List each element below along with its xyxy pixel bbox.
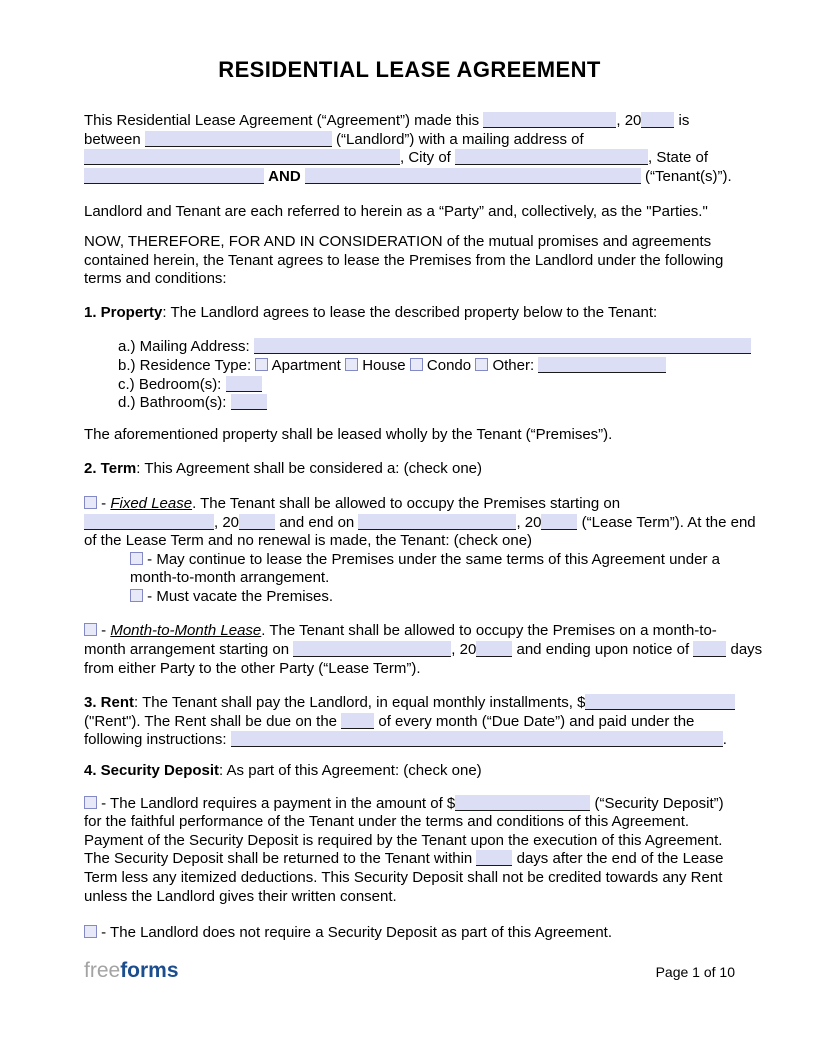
emphasized-text-run: Fixed Lease bbox=[110, 494, 193, 512]
bold-text-run: 1. Property bbox=[84, 303, 163, 321]
text-line bbox=[84, 850, 735, 869]
blank-field[interactable] bbox=[483, 112, 616, 128]
checkbox[interactable] bbox=[84, 796, 97, 809]
text-run: (“Tenant(s)”). bbox=[640, 167, 732, 185]
bold-text-run: 4. Security Deposit bbox=[84, 762, 220, 780]
page-footer bbox=[84, 958, 735, 984]
text-run: b.) Residence Type: bbox=[118, 356, 256, 374]
text-run: , City of bbox=[400, 149, 456, 167]
blank-field[interactable] bbox=[538, 357, 666, 373]
text-line bbox=[84, 532, 735, 551]
text-run: Term less any itemized deductions. This Security Deposit shall not be credited towards any Rent bbox=[84, 869, 723, 886]
blank-field[interactable] bbox=[693, 641, 726, 657]
bold-text-run: 3. Rent bbox=[84, 694, 135, 712]
text-run: month-to-month arrangement. bbox=[130, 569, 330, 587]
checkbox[interactable] bbox=[84, 623, 97, 636]
checkbox[interactable] bbox=[84, 496, 97, 509]
blank-field[interactable] bbox=[341, 713, 374, 729]
text-line bbox=[84, 832, 735, 851]
section-1-property-heading bbox=[84, 304, 735, 323]
text-run: (“Security Deposit”) bbox=[590, 794, 724, 812]
text-line bbox=[84, 168, 735, 187]
text-line bbox=[84, 660, 735, 679]
blank-field[interactable] bbox=[358, 514, 516, 530]
logo-free-text: free bbox=[84, 959, 121, 982]
blank-field[interactable] bbox=[293, 641, 451, 657]
text-run: , 20 bbox=[616, 112, 642, 129]
text-line bbox=[84, 376, 735, 395]
text-line bbox=[84, 513, 756, 533]
checkbox[interactable] bbox=[84, 925, 97, 938]
text-line bbox=[84, 869, 735, 888]
text-run: : This Agreement shall be considered a: (check one) bbox=[136, 460, 482, 478]
text-run: : The Landlord agrees to lease the described property below to the Tenant: bbox=[162, 303, 658, 321]
text-run: : The Tenant shall pay the Landlord, in equal monthly installments, $ bbox=[134, 694, 586, 712]
text-line bbox=[84, 112, 735, 131]
text-line bbox=[84, 495, 735, 514]
text-line bbox=[84, 924, 735, 943]
parties-clause bbox=[84, 203, 735, 222]
text-run: - bbox=[97, 622, 111, 640]
blank-field[interactable] bbox=[641, 112, 674, 128]
text-line bbox=[84, 304, 735, 323]
text-run: This Residential Lease Agreement (“Agreement”) made this bbox=[84, 112, 484, 129]
text-run: Apartment bbox=[268, 356, 346, 374]
text-run: ("Rent"). The Rent shall be due on the bbox=[84, 712, 342, 730]
blank-field[interactable] bbox=[84, 514, 214, 530]
text-line bbox=[84, 426, 735, 445]
security-deposit-required-option bbox=[84, 795, 735, 907]
text-run: , 20 bbox=[214, 513, 240, 531]
text-line bbox=[84, 338, 735, 357]
logo-forms-text: forms bbox=[120, 959, 179, 982]
text-run: . The Tenant shall be allowed to occupy the Premises starting on bbox=[192, 494, 621, 512]
month-to-month-option bbox=[84, 622, 763, 678]
text-run: between bbox=[84, 130, 145, 148]
text-line bbox=[84, 888, 735, 907]
text-run: Landlord and Tenant are each referred to herein as a “Party” and, collectively, as the "Parties." bbox=[84, 203, 708, 221]
blank-field[interactable] bbox=[84, 149, 400, 165]
text-run: and ending upon notice of bbox=[512, 641, 694, 659]
text-line bbox=[84, 762, 735, 781]
text-run: , State of bbox=[648, 149, 709, 167]
checkbox[interactable] bbox=[345, 358, 358, 371]
text-line bbox=[84, 622, 735, 641]
checkbox[interactable] bbox=[130, 589, 143, 602]
text-run: House bbox=[358, 356, 410, 374]
text-line bbox=[84, 569, 735, 588]
text-line bbox=[84, 233, 735, 252]
text-run: - The Landlord does not require a Security Deposit as part of this Agreement. bbox=[97, 924, 613, 942]
text-run: and end on bbox=[275, 513, 359, 531]
text-run: for the faithful performance of the Tenant under the terms and conditions of this Agreement. bbox=[84, 813, 690, 831]
text-run: of the Lease Term and no renewal is made, the Tenant: (check one) bbox=[84, 532, 533, 550]
text-line bbox=[84, 460, 735, 479]
text-run: - May continue to lease the Premises under the same terms of this Agreement under a bbox=[143, 550, 720, 568]
text-run: days bbox=[726, 641, 763, 659]
text-line bbox=[84, 252, 735, 271]
blank-field[interactable] bbox=[231, 731, 723, 747]
checkbox[interactable] bbox=[410, 358, 423, 371]
text-line bbox=[84, 694, 735, 713]
blank-field[interactable] bbox=[254, 338, 751, 354]
text-run: NOW, THEREFORE, FOR AND IN CONSIDERATION of the mutual promises and agreements bbox=[84, 232, 712, 250]
text-line bbox=[84, 795, 735, 814]
text-run: : As part of this Agreement: (check one) bbox=[219, 762, 482, 780]
text-run: Other: bbox=[488, 356, 539, 374]
text-run: The aforementioned property shall be leased wholly by the Tenant (“Premises”). bbox=[84, 425, 613, 443]
intro-paragraph bbox=[84, 112, 735, 186]
blank-field[interactable] bbox=[455, 149, 648, 165]
section-4-security-deposit-heading bbox=[84, 762, 735, 781]
blank-field[interactable] bbox=[476, 641, 512, 657]
text-run: Condo bbox=[422, 356, 476, 374]
blank-field[interactable] bbox=[226, 376, 262, 392]
text-run: Payment of the Security Deposit is required by the Tenant upon the execution of this Agreement. bbox=[84, 831, 723, 849]
text-run: a.) Mailing Address: bbox=[118, 338, 254, 356]
premises-clause bbox=[84, 426, 735, 445]
text-line bbox=[84, 270, 735, 289]
text-line bbox=[84, 641, 763, 660]
text-run: of every month (“Due Date”) and paid under the bbox=[374, 712, 695, 730]
blank-field[interactable] bbox=[84, 168, 264, 184]
text-run: d.) Bathroom(s): bbox=[118, 394, 231, 412]
blank-field[interactable] bbox=[585, 694, 735, 710]
text-run: terms and conditions: bbox=[84, 270, 227, 288]
checkbox[interactable] bbox=[255, 358, 268, 371]
checkbox[interactable] bbox=[130, 552, 143, 565]
text-run: (“Landlord”) with a mailing address of bbox=[331, 130, 584, 148]
freeforms-logo bbox=[84, 958, 179, 984]
document-body bbox=[84, 112, 763, 943]
text-line bbox=[84, 813, 735, 832]
document-title: RESIDENTIAL LEASE AGREEMENT bbox=[218, 57, 601, 82]
text-run: , 20 bbox=[516, 513, 542, 531]
bold-text-run: 2. Term bbox=[84, 460, 137, 478]
blank-field[interactable] bbox=[476, 850, 512, 866]
text-line bbox=[84, 731, 735, 750]
page-number-label: Page 1 of 10 bbox=[655, 964, 735, 980]
text-run: is bbox=[674, 112, 690, 129]
text-run: month arrangement starting on bbox=[84, 641, 294, 659]
text-line bbox=[84, 551, 735, 570]
text-run: The Security Deposit shall be returned to the Tenant within bbox=[84, 850, 477, 868]
blank-field[interactable] bbox=[239, 514, 275, 530]
text-run: unless the Landlord gives their written consent. bbox=[84, 887, 397, 905]
text-run: , 20 bbox=[451, 641, 477, 659]
security-deposit-not-required-option bbox=[84, 924, 735, 943]
text-run: following instructions: bbox=[84, 731, 231, 749]
text-line bbox=[84, 394, 735, 413]
blank-field[interactable] bbox=[541, 514, 577, 530]
text-run: . bbox=[722, 731, 727, 749]
section-3-rent bbox=[84, 694, 735, 750]
section-2-term-heading bbox=[84, 460, 735, 479]
text-run: days after the end of the Lease bbox=[512, 850, 724, 868]
checkbox[interactable] bbox=[475, 358, 488, 371]
text-line bbox=[84, 131, 735, 150]
text-run: . The Tenant shall be allowed to occupy the Premises on a month-to- bbox=[261, 622, 717, 640]
blank-field[interactable] bbox=[305, 168, 641, 184]
text-run: - bbox=[97, 494, 111, 512]
fixed-lease-option bbox=[84, 494, 756, 607]
text-line bbox=[84, 713, 735, 732]
text-line bbox=[84, 357, 735, 376]
text-run: - Must vacate the Premises. bbox=[143, 587, 334, 605]
text-run: contained herein, the Tenant agrees to lease the Premises from the Landlord under the following bbox=[84, 251, 724, 269]
emphasized-text-run: Month-to-Month Lease bbox=[110, 622, 262, 640]
text-run: (“Lease Term”). At the end bbox=[577, 513, 756, 531]
text-run: from either Party to the other Party (“Lease Term”). bbox=[84, 659, 421, 677]
blank-field[interactable] bbox=[231, 394, 267, 410]
blank-field[interactable] bbox=[145, 131, 332, 147]
bold-text-run: AND bbox=[268, 167, 301, 185]
text-line bbox=[84, 203, 735, 222]
text-run: - The Landlord requires a payment in the amount of $ bbox=[97, 794, 456, 812]
property-list bbox=[84, 338, 735, 412]
blank-field[interactable] bbox=[455, 795, 590, 811]
text-line bbox=[84, 149, 735, 168]
consideration-clause bbox=[84, 233, 735, 289]
text-run: c.) Bedroom(s): bbox=[118, 375, 226, 393]
text-line bbox=[84, 588, 735, 607]
